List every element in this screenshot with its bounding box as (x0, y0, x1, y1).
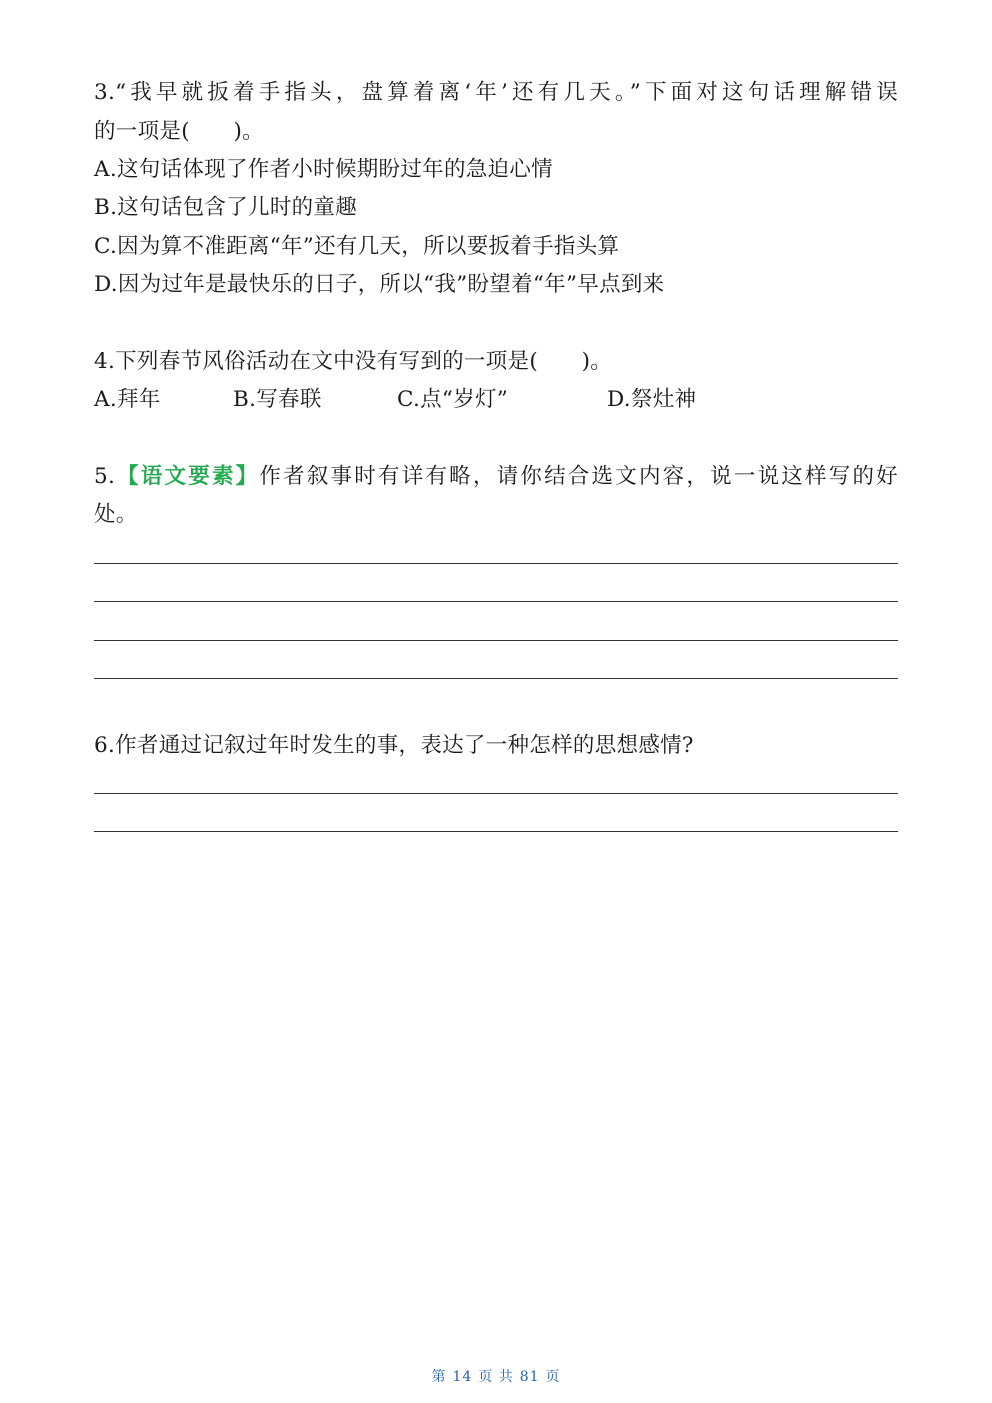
q4-option-d: D.祭灶神 (607, 387, 697, 412)
q4-option-c: C.点“岁灯” (397, 387, 509, 412)
page-footer (0, 1367, 992, 1387)
footer-page-number: 14 (452, 1369, 473, 1385)
q5-stem-line1 (94, 462, 898, 492)
q6-stem: 6.作者通过记叙过年时发生的事，表达了一种怎样的思想感情? (94, 733, 694, 758)
q5-stem-line2: 处。 (94, 502, 138, 527)
q5-tag: 【语文要素】 (115, 464, 260, 489)
q5-answer-line-3[interactable] (94, 640, 898, 641)
q3-stem-line1: 3.“我早就扳着手指头，盘算着离‘年’还有几天。”下面对这句话理解错误 (94, 80, 898, 105)
q3-stem-line2: 的一项是( )。 (94, 119, 264, 144)
q5-stem-text: 作者叙事时有详有略，请你结合选文内容，说一说这样写的好 (259, 464, 898, 489)
footer-total-pages: 81 (519, 1369, 540, 1385)
q3-option-c: C.因为算不准距离“年”还有几天，所以要扳着手指头算 (94, 234, 620, 259)
q4-option-b: B.写春联 (233, 387, 322, 412)
footer-suffix: 页 (545, 1369, 561, 1385)
q4-stem: 4.下列春节风俗活动在文中没有写到的一项是( )。 (94, 349, 613, 374)
q5-answer-line-1[interactable] (94, 563, 898, 564)
q3-option-b: B.这句话包含了儿时的童趣 (94, 195, 358, 220)
footer-prefix: 第 (431, 1369, 447, 1385)
q3-option-d: D.因为过年是最快乐的日子，所以“我”盼望着“年”早点到来 (94, 272, 665, 297)
q5-answer-line-2[interactable] (94, 601, 898, 602)
q6-answer-line-1[interactable] (94, 793, 898, 794)
q4-option-a: A.拜年 (94, 387, 161, 412)
q5-number: 5. (94, 464, 116, 489)
q3-option-a: A.这句话体现了作者小时候期盼过年的急迫心情 (94, 157, 553, 182)
q6-answer-line-2[interactable] (94, 831, 898, 832)
q5-answer-line-4[interactable] (94, 678, 898, 679)
footer-middle: 页 共 (478, 1369, 514, 1385)
